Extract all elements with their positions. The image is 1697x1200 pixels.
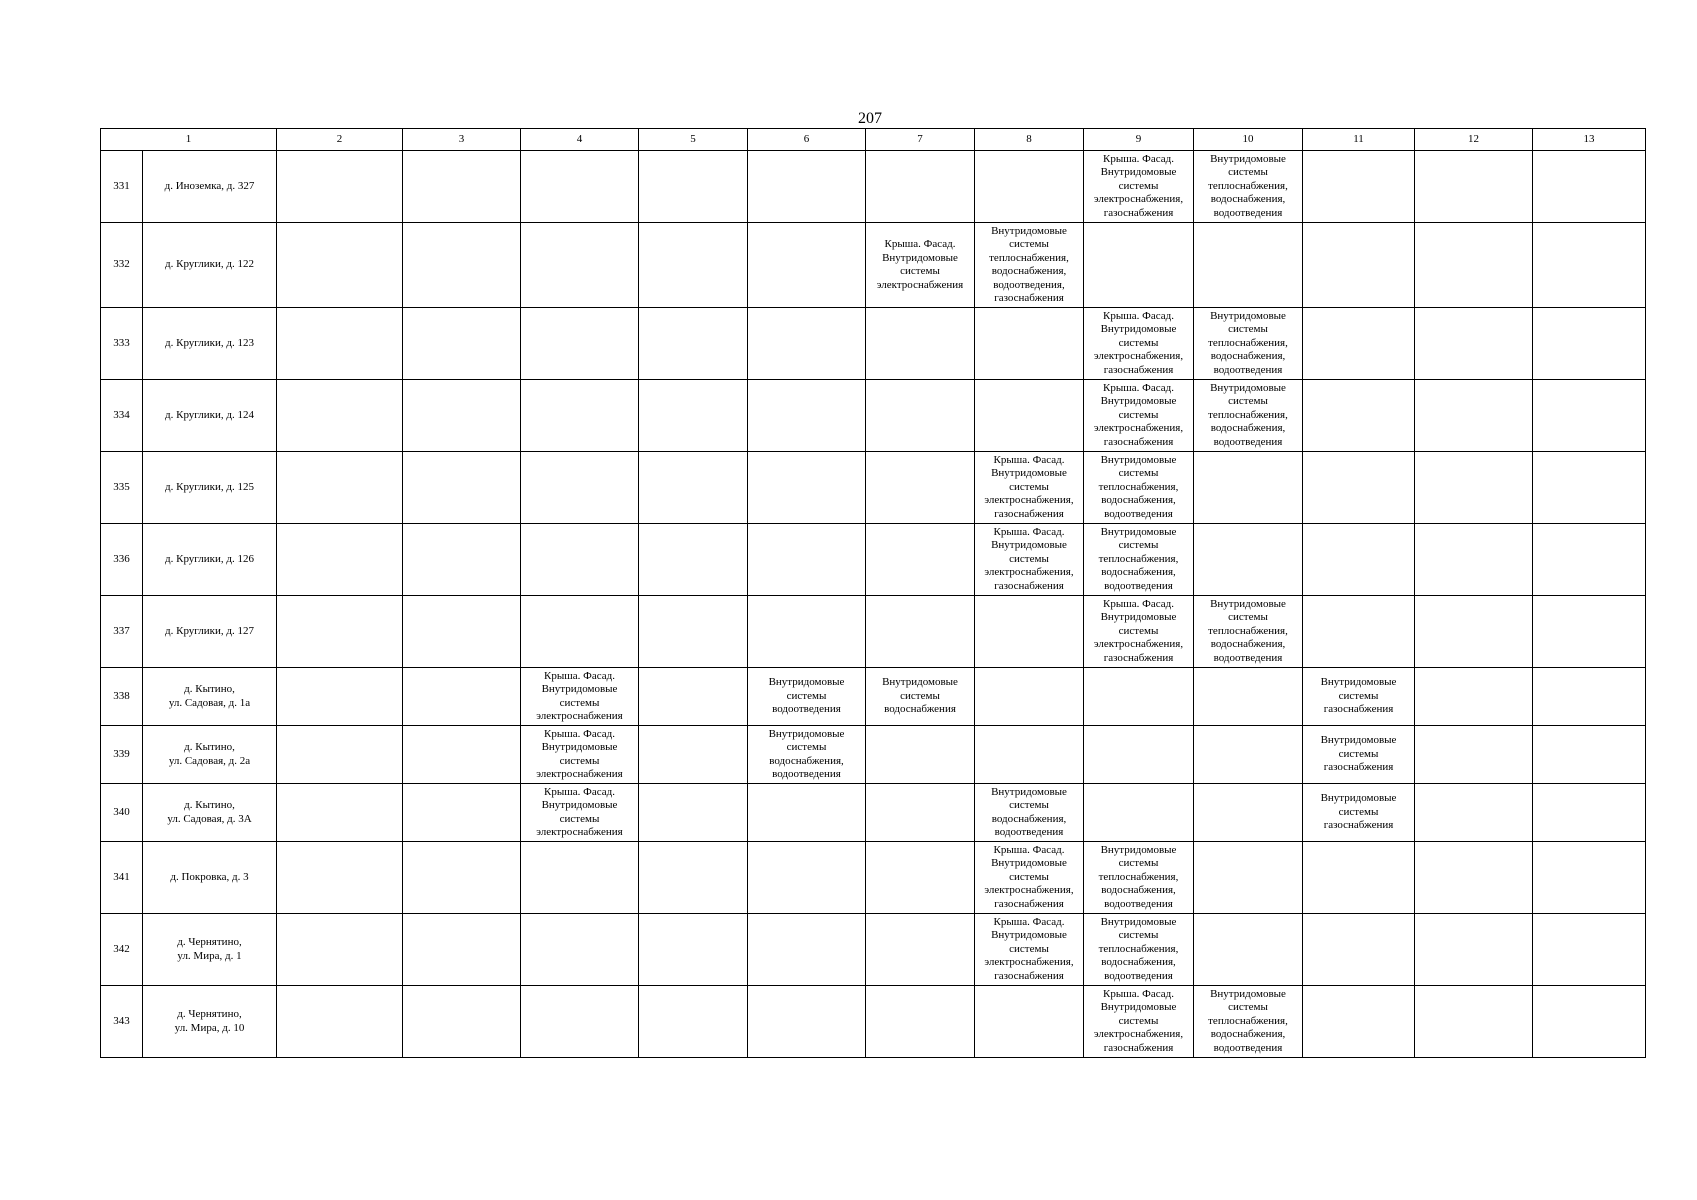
address-text: д. Круглики, д. 125 [165,480,254,493]
work-cell-col-2 [277,223,403,308]
work-cell-col-5 [639,308,748,380]
column-header: 6 [748,129,866,151]
work-cell-col-2 [277,914,403,986]
row-number: 335 [113,480,130,493]
work-cell-col-6 [748,726,866,784]
work-cell-col-7 [866,986,975,1058]
work-cell-col-12 [1415,380,1533,452]
work-cell-col-2 [277,986,403,1058]
work-cell-col-3 [403,726,521,784]
work-type-text: Крыша. Фасад. Внутридомовые системы электроснабжения, газоснабжения [984,453,1074,520]
row-number: 336 [113,552,130,565]
row-number-cell [101,668,143,726]
work-cell-col-8 [975,524,1084,596]
work-cell-col-12 [1415,986,1533,1058]
work-cell-col-4 [521,151,639,223]
work-cell-col-13 [1533,842,1646,914]
work-cell-col-11 [1303,380,1415,452]
work-cell-col-5 [639,784,748,842]
work-cell-col-6 [748,151,866,223]
work-cell-col-6 [748,308,866,380]
work-cell-col-13 [1533,308,1646,380]
work-cell-col-2 [277,524,403,596]
work-cell-col-13 [1533,986,1646,1058]
address-cell [143,986,277,1058]
work-cell-col-5 [639,223,748,308]
work-cell-col-9 [1084,380,1194,452]
row-number: 331 [113,179,130,192]
work-type-text: Внутридомовые системы теплоснабжения, водоснабжения, водоотведения [1208,381,1288,448]
column-header: 11 [1303,129,1415,151]
address-text: д. Круглики, д. 122 [165,258,254,271]
work-cell-col-10 [1194,668,1303,726]
work-cell-col-7 [866,842,975,914]
table-row [101,308,1646,380]
row-number-cell [101,151,143,223]
row-number-cell [101,380,143,452]
row-number: 332 [113,258,130,271]
work-cell-col-8 [975,151,1084,223]
work-cell-col-9 [1084,308,1194,380]
work-type-text: Внутридомовые системы теплоснабжения, водоснабжения, водоотведения [1098,525,1179,592]
work-cell-col-8 [975,842,1084,914]
work-type-text: Крыша. Фасад. Внутридомовые системы электроснабжения [536,727,623,780]
work-type-text: Внутридомовые системы водоотведения [768,676,845,716]
work-cell-col-7 [866,596,975,668]
work-type-text: Крыша. Фасад. Внутридомовые системы электроснабжения, газоснабжения [1093,381,1184,448]
work-cell-col-5 [639,151,748,223]
work-type-text: Крыша. Фасад. Внутридомовые системы электроснабжения [876,238,964,291]
table-row [101,151,1646,223]
row-number-cell [101,986,143,1058]
work-cell-col-11 [1303,524,1415,596]
work-cell-col-5 [639,914,748,986]
address-cell [143,151,277,223]
address-text: д. Круглики, д. 127 [165,624,254,637]
work-type-text: Внутридомовые системы газоснабжения [1320,734,1397,774]
work-cell-col-12 [1415,668,1533,726]
work-cell-col-7 [866,784,975,842]
column-header: 5 [639,129,748,151]
work-cell-col-10 [1194,308,1303,380]
work-type-text: Внутридомовые системы газоснабжения [1320,792,1397,832]
address-cell [143,784,277,842]
work-cell-col-9 [1084,668,1194,726]
work-cell-col-9 [1084,524,1194,596]
work-cell-col-3 [403,223,521,308]
work-cell-col-10 [1194,596,1303,668]
work-type-text: Крыша. Фасад. Внутридомовые системы электроснабжения, газоснабжения [984,915,1074,982]
work-cell-col-8 [975,726,1084,784]
work-cell-col-4 [521,524,639,596]
work-cell-col-11 [1303,223,1415,308]
work-cell-col-7 [866,914,975,986]
work-cell-col-10 [1194,986,1303,1058]
column-header: 1 [101,129,277,151]
work-type-text: Крыша. Фасад. Внутридомовые системы электроснабжения, газоснабжения [984,525,1074,592]
work-cell-col-6 [748,596,866,668]
address-text: д. Чернятино, ул. Мира, д. 10 [174,1008,245,1034]
table-row [101,668,1646,726]
address-text: д. Кытино, ул. Садовая, д. 3А [167,799,252,825]
work-cell-col-2 [277,596,403,668]
row-number: 341 [113,870,130,883]
work-cell-col-13 [1533,596,1646,668]
address-cell [143,308,277,380]
work-cell-col-12 [1415,784,1533,842]
work-type-text: Крыша. Фасад. Внутридомовые системы электроснабжения, газоснабжения [1093,309,1184,376]
work-cell-col-13 [1533,452,1646,524]
address-cell [143,914,277,986]
work-type-text: Внутридомовые системы теплоснабжения, водоснабжения, водоотведения [1098,915,1179,982]
work-cell-col-11 [1303,914,1415,986]
column-header: 3 [403,129,521,151]
work-cell-col-7 [866,308,975,380]
work-cell-col-4 [521,223,639,308]
work-cell-col-7 [866,668,975,726]
work-cell-col-7 [866,151,975,223]
work-cell-col-6 [748,452,866,524]
work-cell-col-10 [1194,380,1303,452]
work-cell-col-2 [277,380,403,452]
work-cell-col-13 [1533,223,1646,308]
work-cell-col-4 [521,986,639,1058]
table-row [101,524,1646,596]
work-cell-col-10 [1194,151,1303,223]
work-type-text: Крыша. Фасад. Внутридомовые системы электроснабжения [536,785,623,838]
work-cell-col-6 [748,223,866,308]
work-type-text: Внутридомовые системы теплоснабжения, водоснабжения, водоотведения [1098,843,1179,910]
work-cell-col-2 [277,308,403,380]
work-cell-col-12 [1415,223,1533,308]
row-number: 340 [113,805,130,818]
work-cell-col-11 [1303,784,1415,842]
work-type-text: Крыша. Фасад. Внутридомовые системы электроснабжения, газоснабжения [984,843,1074,910]
work-cell-col-7 [866,380,975,452]
work-cell-col-2 [277,452,403,524]
work-cell-col-11 [1303,842,1415,914]
row-number-cell [101,524,143,596]
table-row [101,596,1646,668]
work-cell-col-13 [1533,784,1646,842]
row-number: 339 [113,747,130,760]
work-type-text: Крыша. Фасад. Внутридомовые системы электроснабжения, газоснабжения [1093,597,1184,664]
work-cell-col-5 [639,726,748,784]
work-cell-col-5 [639,842,748,914]
address-cell [143,842,277,914]
row-number: 333 [113,336,130,349]
address-text: д. Кытино, ул. Садовая, д. 2а [168,741,251,767]
work-cell-col-6 [748,842,866,914]
work-cell-col-8 [975,308,1084,380]
work-cell-col-11 [1303,986,1415,1058]
address-cell [143,726,277,784]
table-row [101,223,1646,308]
work-cell-col-6 [748,380,866,452]
row-number-cell [101,726,143,784]
address-text: д. Покровка, д. 3 [170,870,249,883]
work-cell-col-9 [1084,452,1194,524]
address-text: д. Круглики, д. 124 [165,408,254,421]
work-cell-col-10 [1194,452,1303,524]
work-cell-col-3 [403,596,521,668]
work-cell-col-11 [1303,452,1415,524]
table-row [101,784,1646,842]
work-cell-col-9 [1084,784,1194,842]
address-text: д. Круглики, д. 126 [165,552,254,565]
work-cell-col-7 [866,223,975,308]
work-cell-col-5 [639,596,748,668]
work-cell-col-13 [1533,726,1646,784]
table-row [101,726,1646,784]
work-cell-col-12 [1415,524,1533,596]
table-row [101,914,1646,986]
work-cell-col-9 [1084,223,1194,308]
work-cell-col-6 [748,986,866,1058]
work-cell-col-3 [403,380,521,452]
work-cell-col-2 [277,842,403,914]
table-row [101,380,1646,452]
work-type-text: Крыша. Фасад. Внутридомовые системы электроснабжения, газоснабжения [1093,152,1184,219]
work-cell-col-5 [639,524,748,596]
work-cell-col-12 [1415,596,1533,668]
work-cell-col-12 [1415,914,1533,986]
work-cell-col-8 [975,784,1084,842]
work-cell-col-4 [521,914,639,986]
work-cell-col-10 [1194,784,1303,842]
page-number: 207 [858,110,882,127]
row-number-cell [101,596,143,668]
work-cell-col-8 [975,986,1084,1058]
work-type-text: Внутридомовые системы газоснабжения [1320,676,1397,716]
work-cell-col-9 [1084,986,1194,1058]
work-cell-col-7 [866,524,975,596]
work-cell-col-10 [1194,223,1303,308]
work-type-text: Внутридомовые системы теплоснабжения, водоснабжения, водоотведения [1208,152,1288,219]
work-cell-col-4 [521,784,639,842]
work-type-text: Внутридомовые системы теплоснабжения, водоснабжения, водоотведения [1208,987,1288,1054]
work-cell-col-8 [975,914,1084,986]
work-cell-col-3 [403,914,521,986]
work-cell-col-10 [1194,914,1303,986]
work-cell-col-9 [1084,914,1194,986]
work-cell-col-11 [1303,151,1415,223]
work-type-text: Внутридомовые системы теплоснабжения, водоснабжения, водоотведения [1208,309,1288,376]
work-type-text: Внутридомовые системы водоснабжения [882,676,958,716]
row-number-cell [101,914,143,986]
column-header: 4 [521,129,639,151]
work-cell-col-13 [1533,524,1646,596]
work-type-text: Внутридомовые системы теплоснабжения, водоснабжения, водоотведения [1098,453,1179,520]
work-type-text: Внутридомовые системы водоснабжения, водоотведения [991,785,1067,838]
row-number: 338 [113,689,130,702]
work-cell-col-4 [521,668,639,726]
work-cell-col-13 [1533,151,1646,223]
work-cell-col-12 [1415,726,1533,784]
row-number: 337 [113,624,130,637]
work-cell-col-7 [866,726,975,784]
work-cell-col-3 [403,524,521,596]
work-cell-col-12 [1415,308,1533,380]
work-cell-col-3 [403,784,521,842]
column-header: 7 [866,129,975,151]
column-header: 12 [1415,129,1533,151]
work-cell-col-5 [639,668,748,726]
work-cell-col-2 [277,151,403,223]
table-row [101,986,1646,1058]
work-cell-col-10 [1194,726,1303,784]
work-cell-col-8 [975,223,1084,308]
work-type-text: Внутридомовые системы теплоснабжения, водоснабжения, водоотведения, газоснабжения [989,224,1069,304]
work-cell-col-2 [277,668,403,726]
row-number: 342 [113,942,130,955]
address-cell [143,223,277,308]
column-header: 2 [277,129,403,151]
work-cell-col-3 [403,986,521,1058]
address-text: д. Иноземка, д. 327 [164,179,255,192]
work-cell-col-11 [1303,596,1415,668]
work-cell-col-4 [521,452,639,524]
work-type-text: Внутридомовые системы водоснабжения, водоотведения [768,727,845,780]
work-type-text: Крыша. Фасад. Внутридомовые системы электроснабжения, газоснабжения [1093,987,1184,1054]
address-text: д. Чернятино, ул. Мира, д. 1 [177,936,242,962]
work-cell-col-7 [866,452,975,524]
work-cell-col-3 [403,668,521,726]
row-number: 343 [113,1014,130,1027]
repair-schedule-table [100,128,1646,1058]
work-cell-col-10 [1194,524,1303,596]
work-cell-col-11 [1303,668,1415,726]
work-cell-col-5 [639,986,748,1058]
work-cell-col-13 [1533,380,1646,452]
work-cell-col-9 [1084,842,1194,914]
work-cell-col-11 [1303,726,1415,784]
work-cell-col-3 [403,151,521,223]
work-cell-col-2 [277,784,403,842]
table-body [101,129,1646,1058]
work-cell-col-6 [748,914,866,986]
work-cell-col-8 [975,596,1084,668]
work-type-text: Крыша. Фасад. Внутридомовые системы электроснабжения [536,669,623,722]
row-number-cell [101,223,143,308]
row-number-cell [101,452,143,524]
column-header: 8 [975,129,1084,151]
row-number-cell [101,784,143,842]
address-text: д. Круглики, д. 123 [165,336,254,349]
column-header: 10 [1194,129,1303,151]
work-cell-col-13 [1533,914,1646,986]
work-cell-col-12 [1415,452,1533,524]
address-cell [143,524,277,596]
work-cell-col-5 [639,380,748,452]
work-cell-col-8 [975,668,1084,726]
work-cell-col-4 [521,380,639,452]
address-cell [143,596,277,668]
work-cell-col-4 [521,308,639,380]
work-cell-col-6 [748,668,866,726]
work-cell-col-3 [403,452,521,524]
table-row [101,842,1646,914]
address-cell [143,452,277,524]
work-cell-col-6 [748,524,866,596]
work-cell-col-6 [748,784,866,842]
work-cell-col-4 [521,596,639,668]
work-cell-col-4 [521,842,639,914]
work-cell-col-13 [1533,668,1646,726]
work-cell-col-3 [403,308,521,380]
row-number: 334 [113,408,130,421]
column-header: 13 [1533,129,1646,151]
work-cell-col-4 [521,726,639,784]
work-cell-col-8 [975,380,1084,452]
work-cell-col-5 [639,452,748,524]
column-header: 9 [1084,129,1194,151]
table-row [101,452,1646,524]
row-number-cell [101,842,143,914]
work-cell-col-12 [1415,842,1533,914]
work-type-text: Внутридомовые системы теплоснабжения, водоснабжения, водоотведения [1208,597,1288,664]
work-cell-col-9 [1084,726,1194,784]
work-cell-col-12 [1415,151,1533,223]
work-cell-col-11 [1303,308,1415,380]
work-cell-col-9 [1084,596,1194,668]
address-cell [143,380,277,452]
column-number-row [101,129,1646,151]
work-cell-col-2 [277,726,403,784]
address-text: д. Кытино, ул. Садовая, д. 1а [168,683,251,709]
address-cell [143,668,277,726]
work-cell-col-9 [1084,151,1194,223]
row-number-cell [101,308,143,380]
work-cell-col-3 [403,842,521,914]
work-cell-col-8 [975,452,1084,524]
work-cell-col-10 [1194,842,1303,914]
